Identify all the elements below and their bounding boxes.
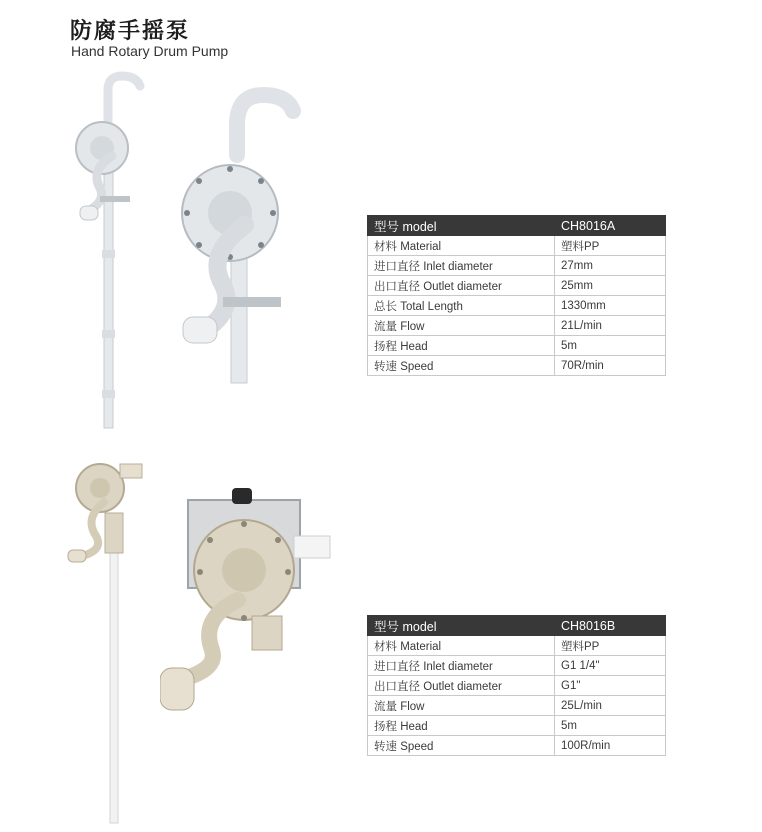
pump-b-full-image — [60, 458, 160, 828]
row-label: 扬程 Head — [368, 716, 555, 736]
table-row — [368, 656, 666, 676]
spec-table-ch8016b — [367, 615, 666, 756]
header-label: 型号 model — [368, 616, 555, 636]
model-value: CH8016A — [555, 216, 666, 236]
table-row — [368, 636, 666, 656]
row-label: 流量 Flow — [368, 696, 555, 716]
row-value: 塑料PP — [555, 236, 666, 256]
pump-a-full-image — [60, 70, 160, 440]
row-label: 出口直径 Outlet diameter — [368, 276, 555, 296]
table-row — [368, 296, 666, 316]
row-value: 1330mm — [555, 296, 666, 316]
row-value: 25mm — [555, 276, 666, 296]
row-value: G1" — [555, 676, 666, 696]
row-label: 材料 Material — [368, 236, 555, 256]
table-row — [368, 716, 666, 736]
pump-a-closeup-image — [175, 85, 305, 385]
row-label: 总长 Total Length — [368, 296, 555, 316]
row-label: 扬程 Head — [368, 336, 555, 356]
header-label: 型号 model — [368, 216, 555, 236]
row-value: G1 1/4" — [555, 656, 666, 676]
table-row — [368, 276, 666, 296]
table-row — [368, 356, 666, 376]
table-header-row — [368, 216, 666, 236]
row-value: 100R/min — [555, 736, 666, 756]
row-value: 5m — [555, 716, 666, 736]
table-row — [368, 236, 666, 256]
row-value: 25L/min — [555, 696, 666, 716]
row-label: 转速 Speed — [368, 356, 555, 376]
row-value: 5m — [555, 336, 666, 356]
row-value: 70R/min — [555, 356, 666, 376]
table-row — [368, 736, 666, 756]
row-value: 27mm — [555, 256, 666, 276]
row-label: 转速 Speed — [368, 736, 555, 756]
table-row — [368, 336, 666, 356]
pump-b-closeup-image — [160, 488, 335, 718]
page-title-cn: 防腐手摇泵 — [70, 19, 191, 44]
table-row — [368, 676, 666, 696]
row-value: 21L/min — [555, 316, 666, 336]
row-label: 流量 Flow — [368, 316, 555, 336]
model-value: CH8016B — [555, 616, 666, 636]
table-row — [368, 696, 666, 716]
table-row — [368, 316, 666, 336]
table-row — [368, 256, 666, 276]
row-label: 材料 Material — [368, 636, 555, 656]
row-label: 进口直径 Inlet diameter — [368, 656, 555, 676]
row-label: 进口直径 Inlet diameter — [368, 256, 555, 276]
page-title-en: Hand Rotary Drum Pump — [71, 43, 229, 59]
row-value: 塑料PP — [555, 636, 666, 656]
row-label: 出口直径 Outlet diameter — [368, 676, 555, 696]
table-header-row — [368, 616, 666, 636]
spec-table-ch8016a — [367, 215, 666, 376]
